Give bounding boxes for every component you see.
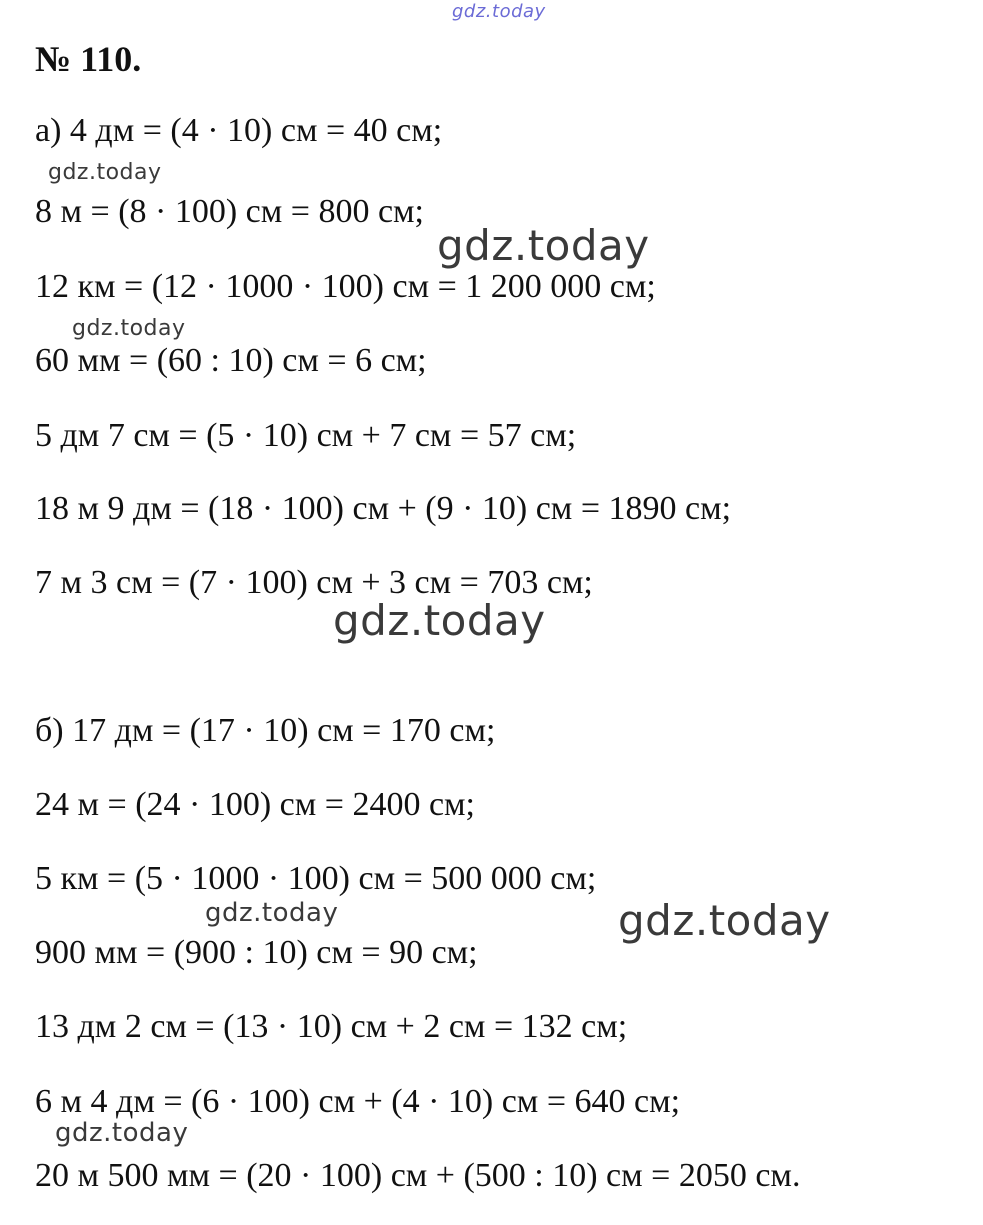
equation-b-7: 20 м 500 мм = (20 · 100) см + (500 : 10) см = 2050 см. — [35, 1157, 801, 1194]
equation-a-5: 5 дм 7 см = (5 · 10) см + 7 см = 57 см; — [35, 417, 577, 454]
watermark: gdz.today — [437, 221, 650, 270]
equation-b-1: б) 17 дм = (17 · 10) см = 170 см; — [35, 712, 496, 749]
equation-a-2: 8 м = (8 · 100) см = 800 см; — [35, 193, 424, 230]
equation-b-3: 5 км = (5 · 1000 · 100) см = 500 000 см; — [35, 860, 597, 897]
equation-a-3: 12 км = (12 · 1000 · 100) см = 1 200 000 см; — [35, 268, 656, 305]
equation-a-1: а) 4 дм = (4 · 10) см = 40 см; — [35, 112, 443, 149]
watermark-top: gdz.today — [452, 1, 546, 22]
equation-b-6: 6 м 4 дм = (6 · 100) см + (4 · 10) см = 640 см; — [35, 1083, 681, 1120]
watermark: gdz.today — [333, 596, 546, 645]
watermark: gdz.today — [205, 898, 339, 928]
watermark: gdz.today — [618, 896, 831, 945]
watermark: gdz.today — [55, 1118, 189, 1148]
problem-title: № 110. — [35, 39, 142, 79]
equation-a-7: 7 м 3 см = (7 · 100) см + 3 см = 703 см; — [35, 564, 593, 601]
watermark: gdz.today — [72, 316, 186, 341]
equation-b-5: 13 дм 2 см = (13 · 10) см + 2 см = 132 см; — [35, 1008, 628, 1045]
equation-b-2: 24 м = (24 · 100) см = 2400 см; — [35, 786, 475, 823]
equation-a-4: 60 мм = (60 : 10) см = 6 см; — [35, 342, 427, 379]
equation-b-4: 900 мм = (900 : 10) см = 90 см; — [35, 934, 478, 971]
equation-a-6: 18 м 9 дм = (18 · 100) см + (9 · 10) см = 1890 см; — [35, 490, 732, 527]
watermark: gdz.today — [48, 160, 162, 185]
